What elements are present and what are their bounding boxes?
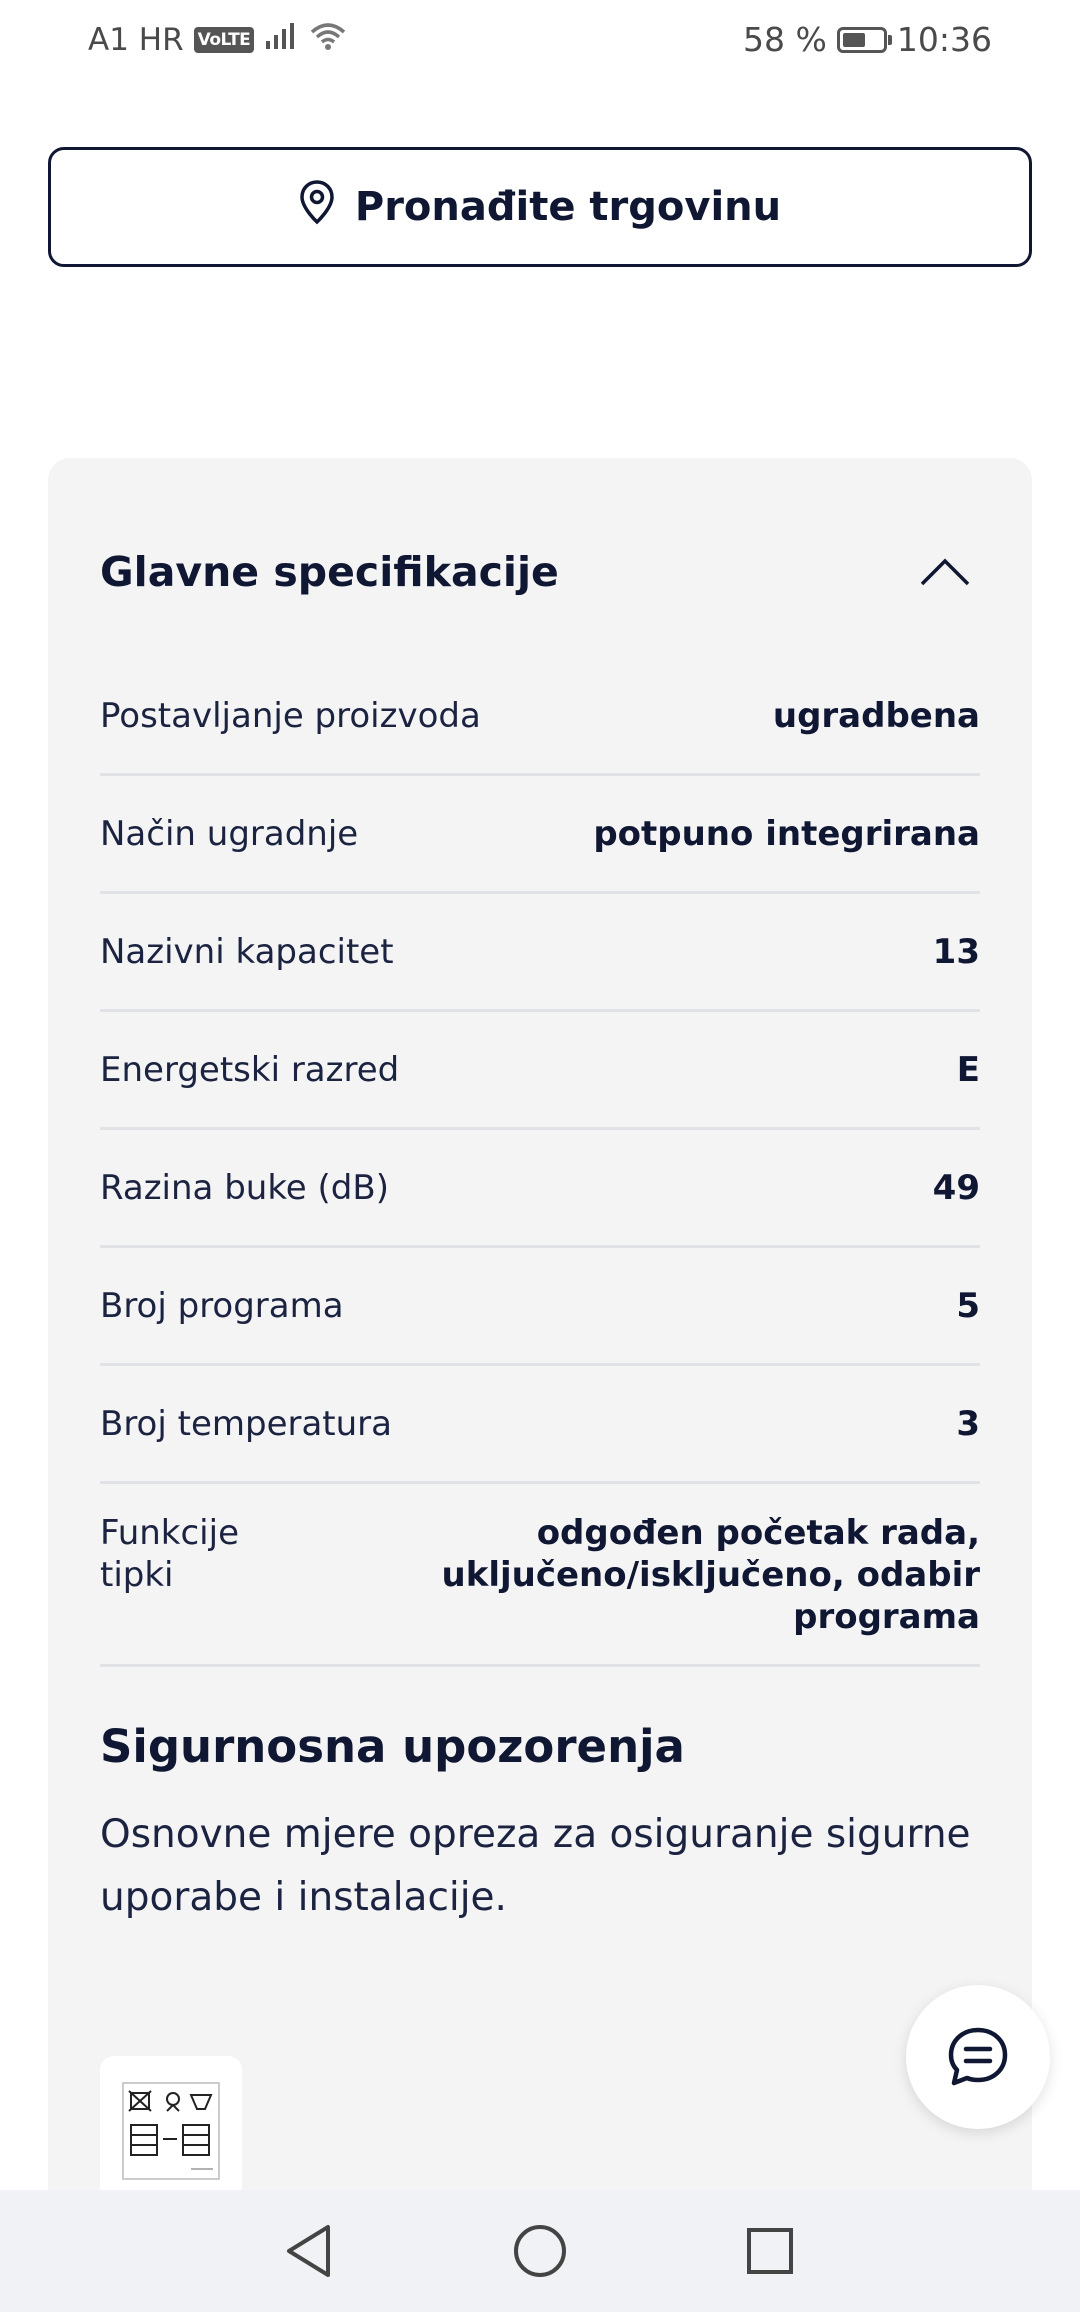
- spec-value: 13: [932, 931, 980, 972]
- signal-icon: [264, 21, 298, 59]
- spec-label: Broj programa: [100, 1285, 344, 1326]
- spec-value: 5: [956, 1285, 980, 1326]
- spec-value: 3: [956, 1403, 980, 1444]
- spec-row: [100, 658, 980, 776]
- specs-title: Glavne specifikacije: [100, 548, 559, 596]
- location-pin-icon: [299, 179, 335, 235]
- spec-row: [100, 894, 980, 1012]
- spec-value: ugradbena: [772, 695, 980, 736]
- chevron-up-icon[interactable]: [910, 542, 980, 602]
- carrier-name: A1 HR: [88, 22, 184, 58]
- chat-button[interactable]: [906, 1985, 1050, 2129]
- spec-row: [100, 1130, 980, 1248]
- system-navigation-bar: [0, 2190, 1080, 2312]
- spec-value: odgođen početak rada, uključeno/isključeno, odabir programa: [441, 1513, 980, 1637]
- safety-title: Sigurnosna upozorenja: [100, 1720, 685, 1773]
- battery-icon: [837, 27, 887, 53]
- spec-label: Razina buke (dB): [100, 1167, 389, 1208]
- safety-pictogram-icon: [121, 2081, 221, 2181]
- spec-value: potpuno integrirana: [593, 813, 980, 854]
- spec-row: [100, 1012, 980, 1130]
- spec-list: [100, 658, 980, 1667]
- spec-label: Postavljanje proizvoda: [100, 695, 481, 736]
- battery-percent: 58 %: [743, 20, 827, 59]
- wifi-icon: [308, 20, 348, 60]
- specs-header[interactable]: [100, 548, 980, 618]
- find-store-label: Pronađite trgovinu: [354, 184, 782, 230]
- recents-square-icon[interactable]: [740, 2221, 800, 2281]
- status-bar: [0, 0, 1080, 80]
- volte-badge: VoLTE: [194, 27, 255, 53]
- spec-row: [100, 776, 980, 894]
- spec-label: Nazivni kapacitet: [100, 931, 394, 972]
- status-right: [743, 20, 992, 59]
- spec-row: [100, 1248, 980, 1366]
- spec-value: E: [956, 1049, 980, 1090]
- status-left: [88, 20, 348, 60]
- spec-row: [100, 1484, 980, 1667]
- chat-bubble-icon: [945, 2024, 1011, 2090]
- spec-label: Energetski razred: [100, 1049, 400, 1090]
- safety-description: Osnovne mjere opreza za osiguranje sigurne uporabe i instalacije.: [100, 1812, 971, 1920]
- back-triangle-icon[interactable]: [279, 2221, 339, 2281]
- spec-value: 49: [932, 1167, 980, 1208]
- find-store-button[interactable]: [48, 147, 1032, 267]
- spec-label: Način ugradnje: [100, 813, 359, 854]
- home-circle-icon[interactable]: [510, 2221, 570, 2281]
- spec-label: Funkcije tipki: [100, 1513, 239, 1595]
- clock: 10:36: [896, 20, 992, 59]
- spec-row: [100, 1366, 980, 1484]
- spec-label: Broj temperatura: [100, 1403, 392, 1444]
- safety-document-thumbnail[interactable]: [100, 2056, 242, 2206]
- specs-card: [48, 458, 1032, 2218]
